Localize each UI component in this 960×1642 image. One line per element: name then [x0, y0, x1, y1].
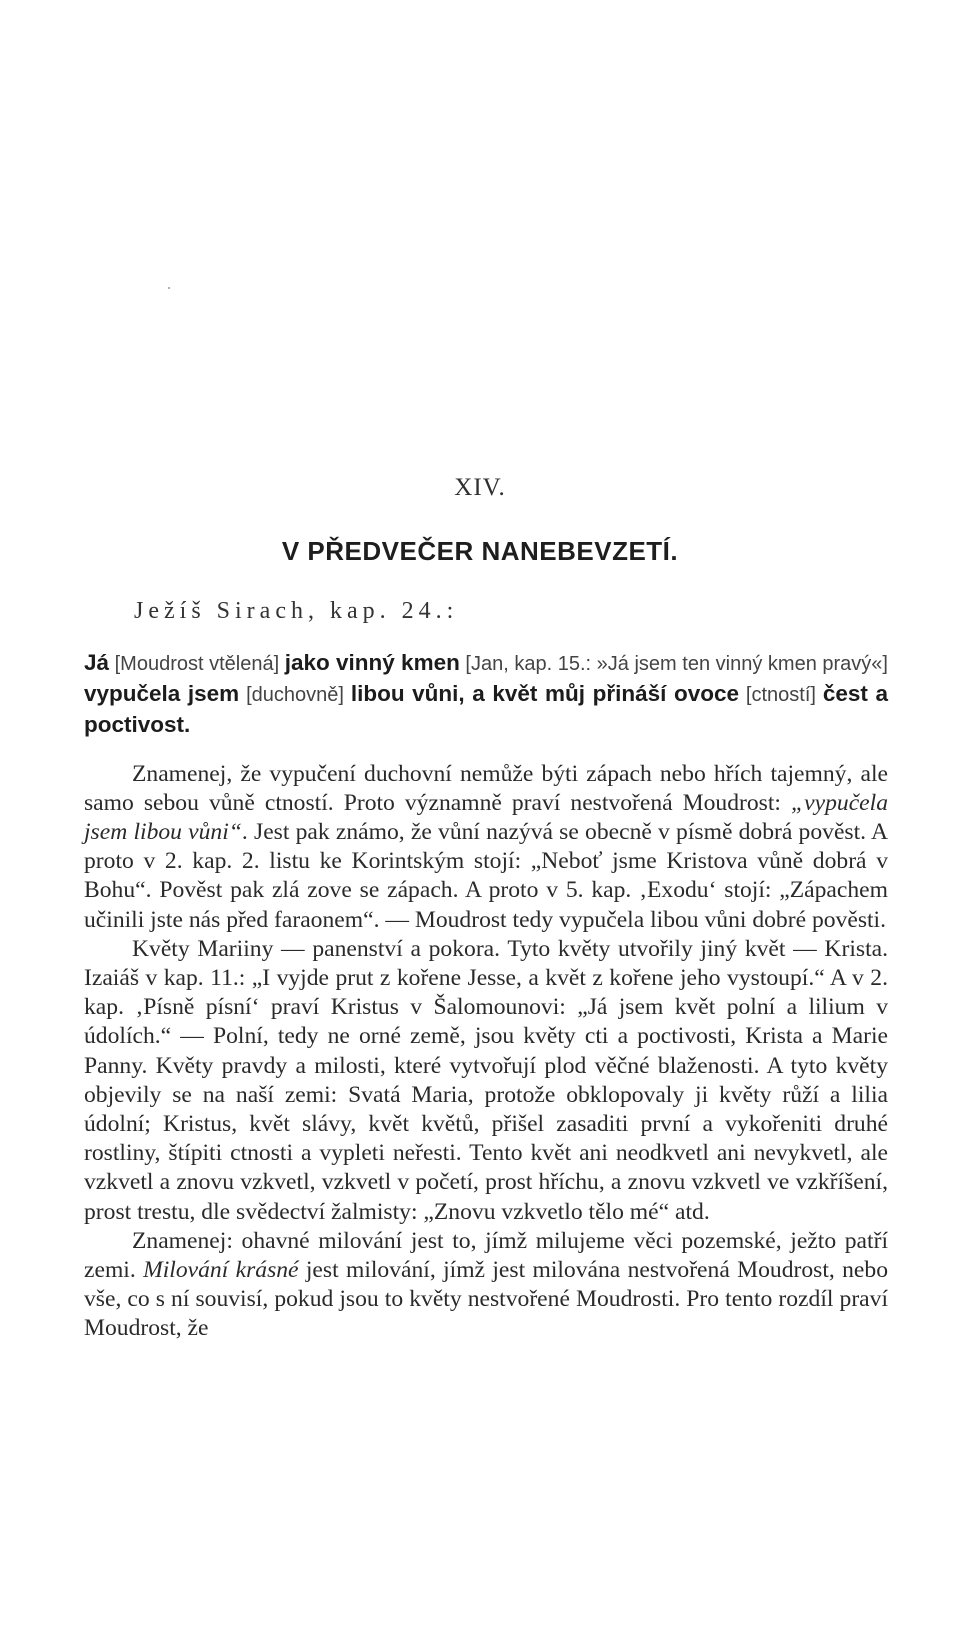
paragraph: Květy Mariiny — panenství a pokora. Tyto květy utvořily jiný květ — Krista. Izaiáš v kap. 11.: „I vyjde prut z kořene Jesse, a květ z kořene jeho vystoupí.“ A v 2. kap. ‚Písně písní‘ praví Kristus v Šalomounovi: „Já jsem květ polní a lilium v údolích.“ — Polní, tedy ne orné země, jsou květy cti a poctivosti, Krista a Marie Panny. Květy pravdy a milosti, které vytvořují plod věčné blaženosti. A tyto květy objevily se na naší zemi: Svatá Maria, protože obklopovaly ji květy růží a lilia údolní; Kristus, květ slávy, květ květů, přišel zasaditi první a vykořeniti druhé rostliny, štípiti ctnosti a vypleti neřesti. Tento květ ani neodkvetl ani nevykvetl, ale vzkvetl a znovu vzkvetl, vzkvetl v početí, prost hříchu, a znovu vzkvetl ve vzkříšení, prost trestu, dle svědectví žalmisty: „Znovu vzkvetlo tělo mé“ atd. — [84, 935, 888, 1225]
chapter-number: XIV. — [454, 474, 506, 501]
motto-gloss: [ctností] — [739, 684, 823, 707]
motto-segment: vypučela jsem — [84, 681, 240, 707]
motto-gloss: [Jan, kap. 15.: »Já jsem ten vinný kmen pravý«] — [459, 653, 888, 675]
paragraph-text: Znamenej: ohavné milování jest to, jímž milujeme věci pozemské, ježto patří zemi. — [84, 1227, 888, 1284]
source-chapter: kap. 24.: — [318, 598, 459, 624]
motto-segment: libou vůni, a květ můj přináší ovoce — [350, 681, 739, 707]
source-reference — [134, 598, 458, 625]
body-text — [84, 648, 888, 1344]
paragraph — [84, 760, 888, 935]
motto-segment: jako vinný kmen — [284, 650, 460, 675]
print-speck — [168, 287, 170, 289]
paragraph-text: . Jest pak známo, že vůní nazývá se obecně v písmě dobrá pověst. A proto v 2. kap. 2. listu ke Korintským stojí: „Neboť jsme Kristova vůně dobrá v Bohu“. Pověst pak zlá zove se zápach. A proto v 5. kap. ‚Exodu‘ stojí: „Zápachem učinili jste nás před faraonem“. — Moudrost tedy vypučela libou vůni dobré pověsti. — [84, 819, 888, 933]
source-author: Ježíš Sirach, — [134, 598, 319, 624]
motto-gloss: [duchovně] — [239, 684, 351, 707]
motto-quote — [84, 648, 888, 741]
italic-quote: „vypučela jsem libou vůni“ — [84, 789, 888, 846]
paragraph — [84, 1227, 888, 1344]
motto-segment: čest a poctivost. — [84, 681, 888, 738]
italic-phrase: Milování krásné — [143, 1257, 299, 1284]
motto-gloss: [Moudrost vtělená] — [109, 653, 285, 675]
paragraph-text: jest milování, jímž jest milována nestvořená Moudrost, nebo vše, co s ní souvisí, pokud jsou to květy nestvořené Moudrosti. Pro tento rozdíl praví Moudrost, že — [84, 1257, 888, 1342]
paragraph-text: Znamenej, že vypučení duchovní nemůže býti zápach nebo hřích tajemný, ale samo sebou vůně ctností. Proto významně praví nestvořená Moudrost: — [84, 760, 888, 816]
chapter-title: V PŘEDVEČER NANEBEVZETÍ. — [281, 536, 679, 566]
motto-segment: Já — [84, 650, 110, 675]
